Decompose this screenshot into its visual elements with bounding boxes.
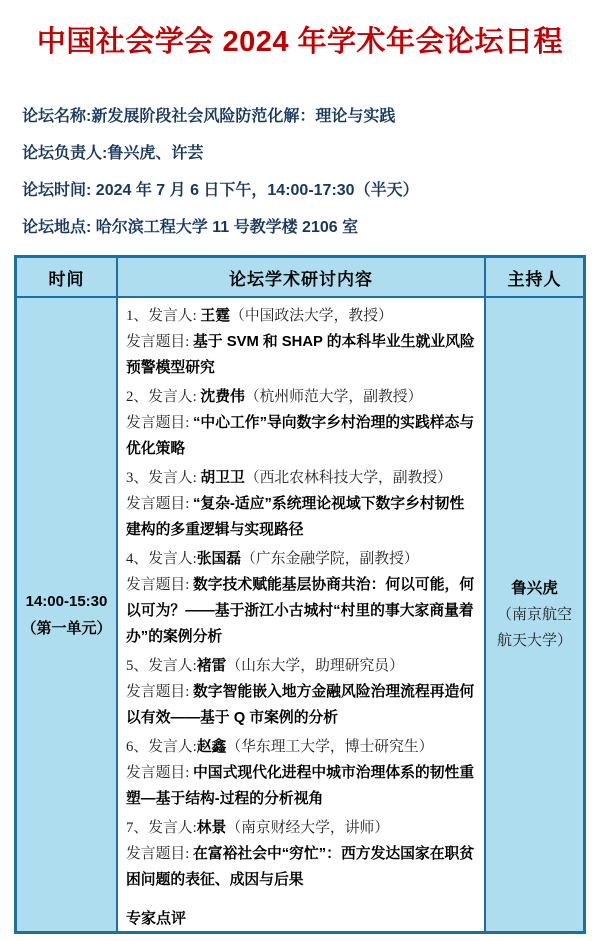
host-cell	[486, 298, 583, 931]
speaker-label: 4、发言人:	[126, 551, 197, 567]
topic-label: 发言题目:	[126, 765, 193, 781]
time-cell	[17, 298, 118, 931]
forum-leader-label: 论坛负责人:	[22, 145, 108, 162]
forum-name-label: 论坛名称:	[22, 108, 92, 125]
speaker-name: 褚雷	[196, 658, 227, 674]
topic-title: 数字智能嵌入地方金融风险治理流程再造何以有效——基于 Q 市案例的分析	[126, 684, 475, 726]
agenda-item-2	[126, 384, 476, 462]
host-name: 鲁兴虎	[511, 580, 558, 597]
speaker-name: 王霆	[200, 308, 231, 324]
speaker-label: 6、发言人:	[126, 739, 197, 755]
topic-title: 中国式现代化进程中城市治理体系的韧性重塑—基于结构-过程的分析视角	[126, 765, 475, 807]
forum-name-value: 新发展阶段社会风险防范化解：理论与实践	[91, 108, 396, 125]
topic-label: 发言题目:	[126, 334, 193, 350]
forum-leader-line	[22, 135, 600, 172]
speaker-label: 3、发言人:	[126, 470, 201, 486]
forum-location-line	[22, 209, 600, 246]
speaker-label: 1、发言人:	[126, 308, 201, 324]
content-cell	[118, 298, 486, 931]
speaker-affiliation: （华东理工大学，博士研究生）	[226, 739, 434, 755]
agenda-item-7	[126, 815, 476, 893]
speaker-affiliation: （杭州师范大学，副教授）	[244, 389, 423, 405]
time-range: 14:00-15:30	[25, 592, 108, 610]
forum-leader-value: 鲁兴虎、许芸	[107, 145, 204, 162]
time-unit: （第一单元）	[21, 619, 112, 637]
topic-label: 发言题目:	[126, 846, 193, 862]
topic-title: 在富裕社会中“穷忙”：西方发达国家在职贫困问题的表征、成因与后果	[126, 846, 475, 888]
topic-label: 发言题目:	[126, 415, 193, 431]
topic-label: 发言题目:	[126, 684, 193, 700]
header-host: 主持人	[486, 258, 583, 298]
forum-time-value: 2024 年 7 月 6 日下午，14:00-17:30（半天）	[91, 182, 419, 199]
schedule-table	[14, 255, 586, 934]
expert-review-label: 专家点评	[126, 910, 187, 927]
topic-title: “复杂-适应”系统理论视域下数字乡村韧性建构的多重逻辑与实现路径	[126, 496, 465, 538]
agenda-item-4	[126, 546, 476, 650]
agenda-item-1	[126, 303, 476, 381]
header-time: 时间	[17, 258, 118, 298]
agenda-item-3	[126, 465, 476, 543]
host-affiliation-line1: （南京航空	[496, 607, 572, 623]
forum-time-line	[22, 172, 600, 209]
speaker-label: 2、发言人:	[126, 389, 201, 405]
topic-title: 基于 SVM 和 SHAP 的本科毕业生就业风险预警模型研究	[126, 334, 475, 376]
forum-time-label: 论坛时间:	[22, 182, 92, 199]
topic-label: 发言题目:	[126, 577, 193, 593]
speaker-name: 胡卫卫	[200, 470, 245, 486]
topic-title: “中心工作”导向数字乡村治理的实践样态与优化策略	[126, 415, 475, 457]
speaker-name: 赵鑫	[196, 739, 227, 755]
header-content: 论坛学术研讨内容	[118, 258, 486, 298]
speaker-name: 沈费伟	[200, 389, 245, 405]
page-title: 中国社会学会 2024 年学术年会论坛日程	[36, 26, 564, 58]
speaker-affiliation: （南京财经大学，讲师）	[226, 820, 390, 836]
speaker-label: 5、发言人:	[126, 658, 197, 674]
forum-location-label: 论坛地点:	[22, 219, 92, 236]
speaker-affiliation: （广东金融学院，副教授）	[241, 551, 419, 567]
forum-location-value: 哈尔滨工程大学 11 号教学楼 2106 室	[91, 219, 359, 236]
speaker-affiliation: （西北农林科技大学，副教授）	[244, 470, 452, 486]
agenda-item-5	[126, 653, 476, 731]
speaker-name: 张国磊	[196, 551, 242, 567]
topic-label: 发言题目:	[126, 496, 193, 512]
topic-title: 数字技术赋能基层协商共治：何以可能，何以可为？——基于浙江小古城村“村里的事大家商量着办”的案例分析	[126, 577, 475, 645]
agenda-item-6	[126, 734, 476, 812]
forum-name-line	[22, 98, 600, 135]
speaker-name: 林景	[196, 820, 227, 836]
speaker-affiliation: （山东大学，助理研究员）	[226, 658, 404, 674]
host-affiliation-line2: 航天大学）	[496, 633, 572, 649]
forum-info	[22, 98, 600, 246]
speaker-label: 7、发言人:	[126, 820, 197, 836]
speaker-affiliation: （中国政法大学，教授）	[230, 308, 393, 324]
